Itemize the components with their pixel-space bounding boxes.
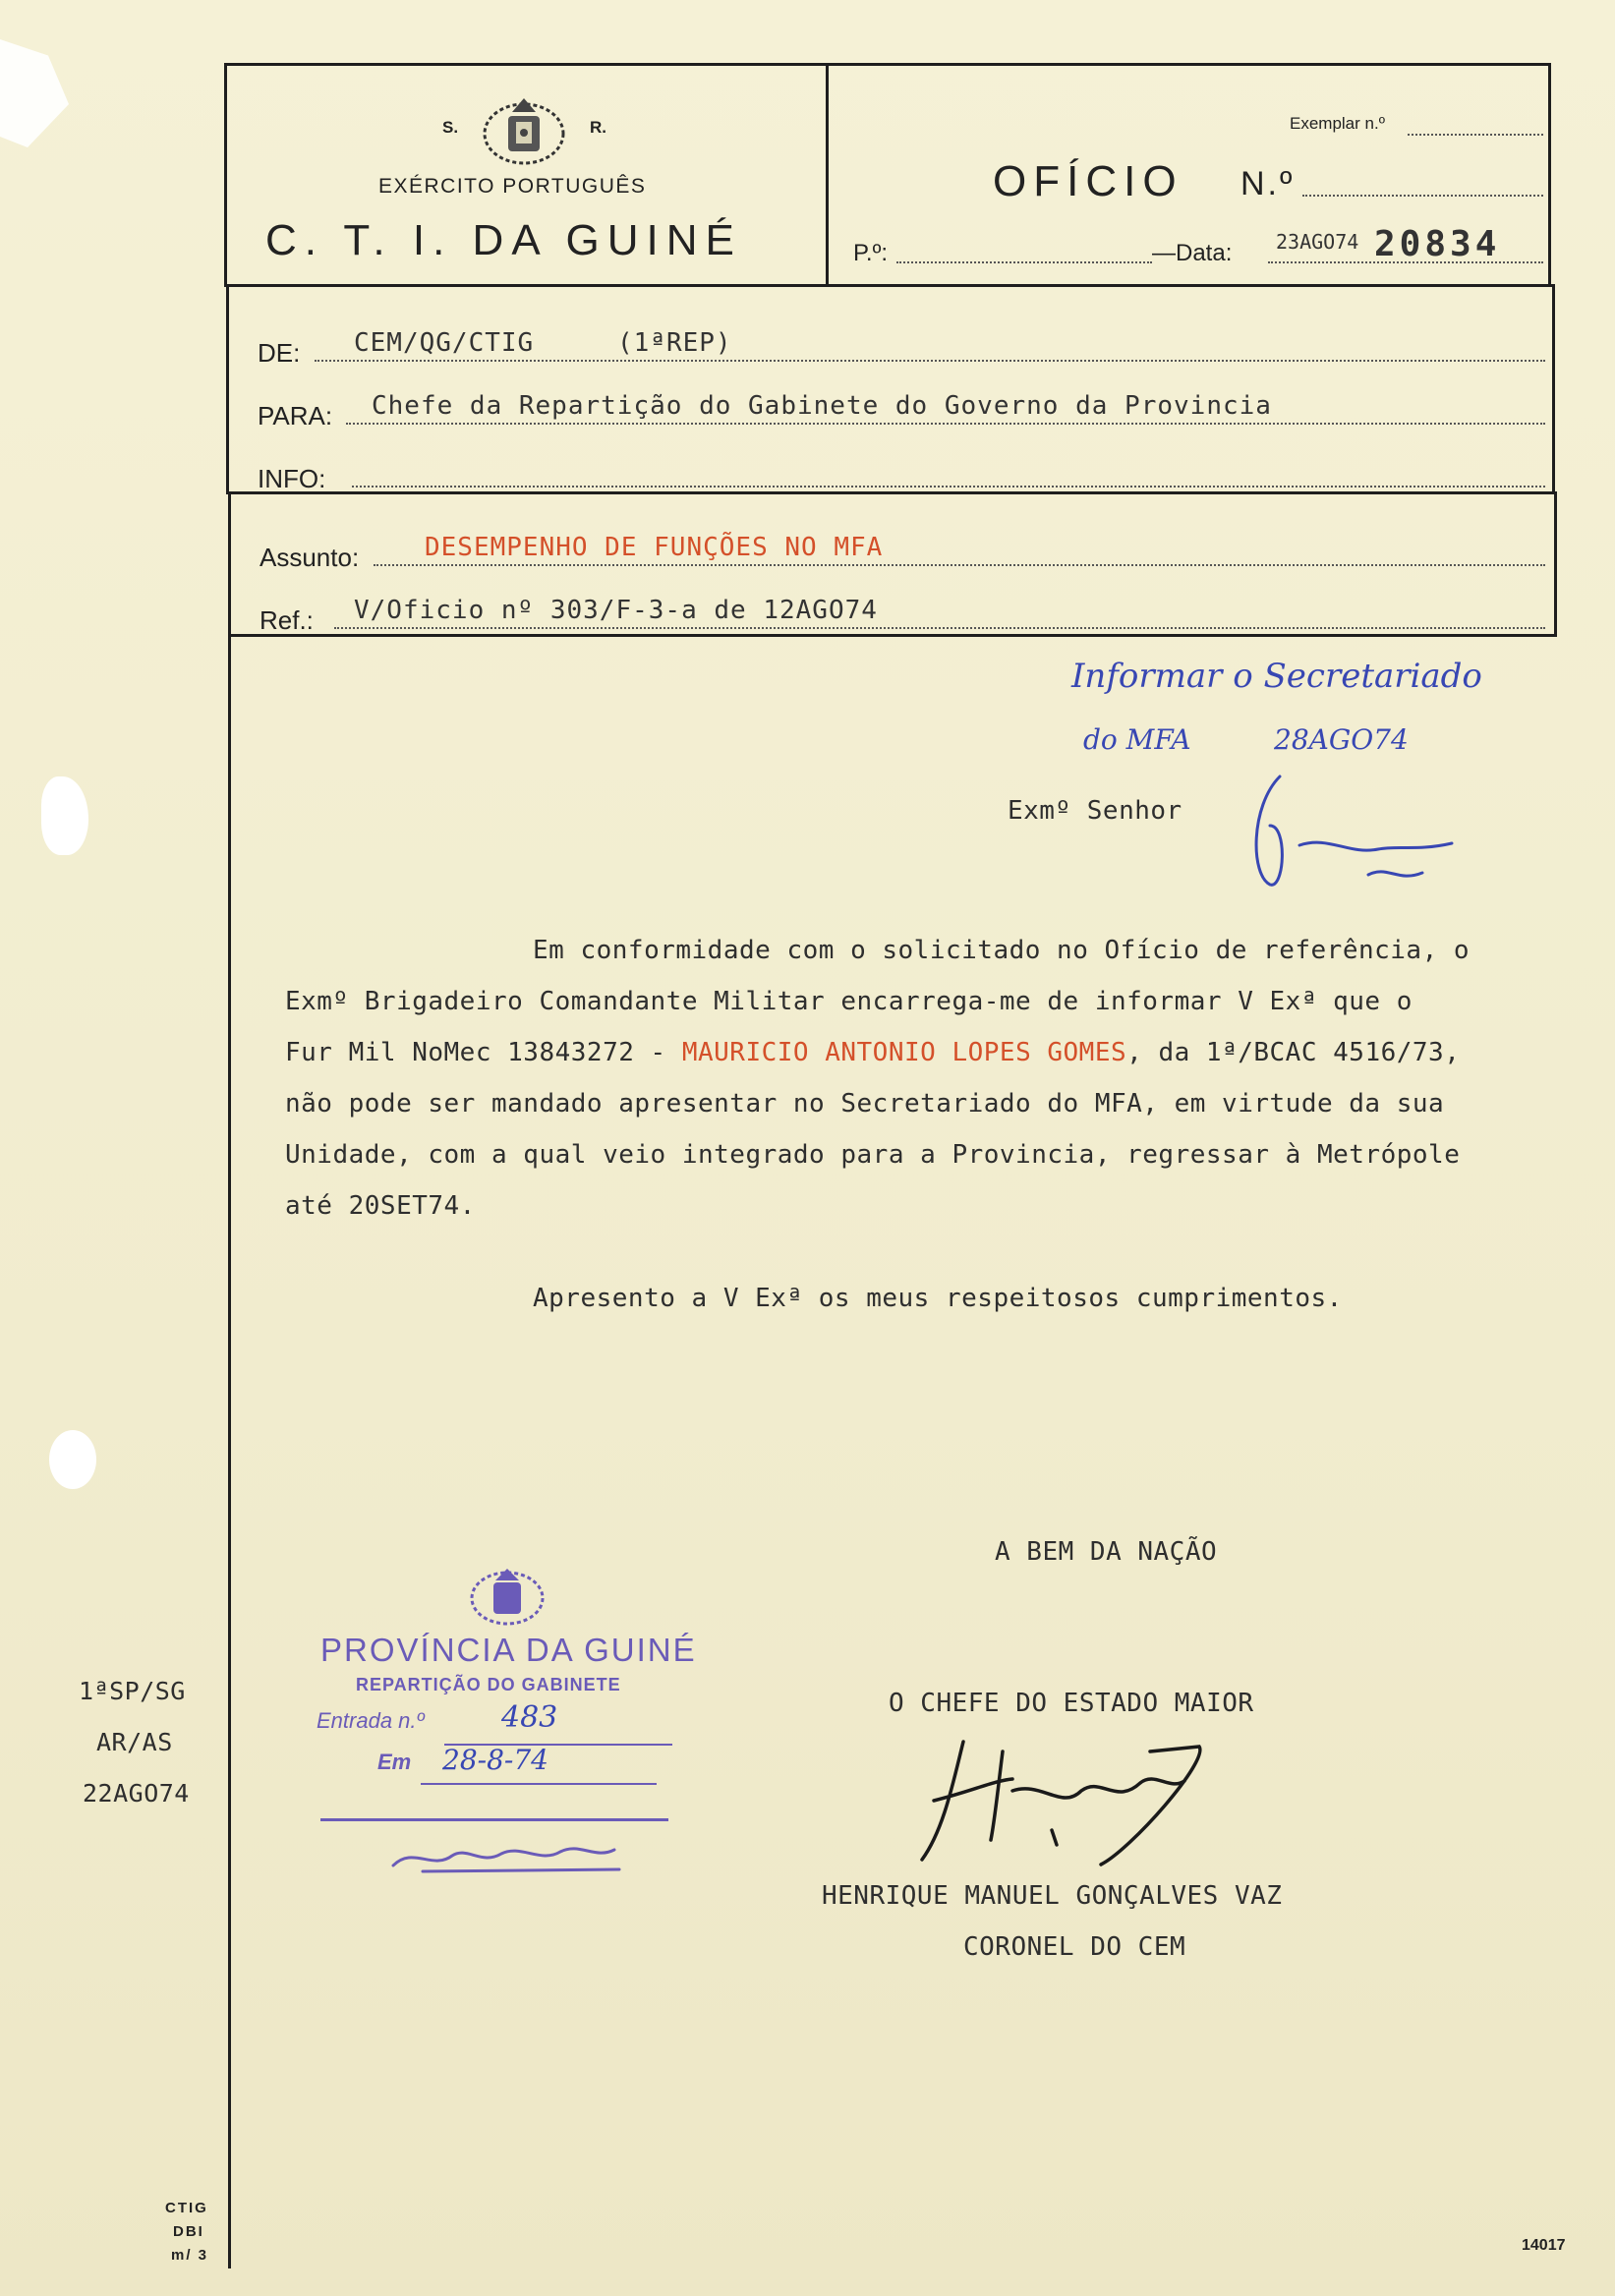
handwritten-note-line2: do MFA xyxy=(1083,723,1191,756)
margin-line xyxy=(228,637,231,2268)
coat-of-arms-icon xyxy=(479,90,569,169)
paragraph-line-3-head: Fur Mil NoMec 13843272 - xyxy=(285,1038,682,1067)
signer-rank: CORONEL DO CEM xyxy=(963,1932,1186,1962)
assunto-value: DESEMPENHO DE FUNÇÕES NO MFA xyxy=(425,533,884,562)
paragraph-line-6: até 20SET74. xyxy=(285,1191,476,1221)
routing-frame xyxy=(226,284,1555,494)
margin-ref-line2: AR/AS xyxy=(96,1728,173,1756)
salutation: Exmº Senhor xyxy=(1008,796,1182,826)
margin-ref-line1: 1ªSP/SG xyxy=(79,1677,186,1705)
paragraph-line-2: Exmº Brigadeiro Comandante Militar encarrega-me de informar V Exª que o xyxy=(285,987,1413,1016)
data-stamp: 23AGO74 xyxy=(1276,230,1359,254)
stamp-entrada-value: 483 xyxy=(501,1700,558,1735)
assunto-label: Assunto: xyxy=(260,543,360,572)
document-number: 14017 xyxy=(1522,2237,1566,2254)
handwritten-note-line1: Informar o Secretariado xyxy=(1071,657,1482,696)
exemplar-label: Exemplar n.º xyxy=(1290,114,1385,133)
signer-role: O CHEFE DO ESTADO MAIOR xyxy=(889,1689,1254,1718)
closing-line: Apresento a V Exª os meus respeitosos cumprimentos. xyxy=(533,1284,1343,1313)
stamp-initials-icon xyxy=(383,1826,629,1875)
p-rule xyxy=(896,261,1152,263)
handwritten-initials-icon xyxy=(1240,767,1467,914)
form-code-2: DBI xyxy=(173,2223,204,2240)
de-label: DE: xyxy=(258,338,301,368)
form-code-3: m/ 3 xyxy=(171,2247,209,2264)
s-mark: S. xyxy=(442,118,459,137)
assunto-rule xyxy=(374,564,1545,566)
de-extra: (1ªREP) xyxy=(617,328,732,358)
number-stamp: 20834 xyxy=(1374,224,1501,264)
oficio-label: OFÍCIO xyxy=(993,157,1183,205)
info-label: INFO: xyxy=(258,464,326,493)
de-value: CEM/QG/CTIG xyxy=(354,328,535,358)
paragraph-line-5: Unidade, com a qual veio integrado para a Provincia, regressar à Metrópole xyxy=(285,1140,1461,1170)
paragraph-line-3 xyxy=(285,1038,1460,1067)
stamp-entrada-label: Entrada n.º xyxy=(317,1708,425,1733)
paragraph-line-1: Em conformidade com o solicitado no Ofício de referência, o xyxy=(533,936,1471,965)
handwritten-note-date: 28AGO74 xyxy=(1274,723,1409,756)
stamp-line2: REPARTIÇÃO DO GABINETE xyxy=(356,1675,621,1694)
ref-label: Ref.: xyxy=(260,605,314,635)
stamp-line1: PROVÍNCIA DA GUINÉ xyxy=(320,1632,697,1668)
numero-label: N.º xyxy=(1240,165,1296,202)
r-mark: R. xyxy=(590,118,606,137)
info-rule xyxy=(352,486,1545,488)
para-value: Chefe da Repartição do Gabinete do Governo da Provincia xyxy=(372,391,1272,421)
motto: A BEM DA NAÇÃO xyxy=(995,1537,1218,1567)
numero-rule xyxy=(1302,195,1543,197)
stamp-em-label: Em xyxy=(377,1750,412,1774)
command-title: C. T. I. DA GUINÉ xyxy=(265,216,742,264)
stamp-bottom-rule xyxy=(320,1818,668,1821)
ref-value: V/Oficio nº 303/F-3-a de 12AGO74 xyxy=(354,596,878,625)
para-label: PARA: xyxy=(258,401,333,430)
name-highlight: MAURICIO ANTONIO LOPES GOMES xyxy=(681,1038,1127,1067)
de-rule xyxy=(315,360,1545,362)
signer-name: HENRIQUE MANUEL GONÇALVES VAZ xyxy=(822,1881,1283,1911)
paragraph-line-4: não pode ser mandado apresentar no Secretariado do MFA, em virtude da sua xyxy=(285,1089,1445,1119)
punch-hole-lower xyxy=(49,1430,96,1489)
paragraph-line-3-tail: , da 1ª/BCAC 4516/73, xyxy=(1126,1038,1461,1067)
form-code-1: CTIG xyxy=(165,2200,208,2216)
data-label: —Data: xyxy=(1152,240,1233,266)
signature-icon xyxy=(904,1722,1268,1869)
margin-ref-line3: 22AGO74 xyxy=(83,1779,190,1808)
stamp-em-value: 28-8-74 xyxy=(442,1744,548,1776)
stamp-emblem-icon xyxy=(462,1561,552,1634)
army-title: EXÉRCITO PORTUGUÊS xyxy=(378,175,647,198)
exemplar-rule xyxy=(1408,134,1543,136)
p-label: P.º: xyxy=(853,240,889,266)
para-rule xyxy=(346,423,1545,425)
header-divider xyxy=(826,63,829,287)
ref-rule xyxy=(334,627,1545,629)
stamp-em-rule xyxy=(421,1783,657,1785)
